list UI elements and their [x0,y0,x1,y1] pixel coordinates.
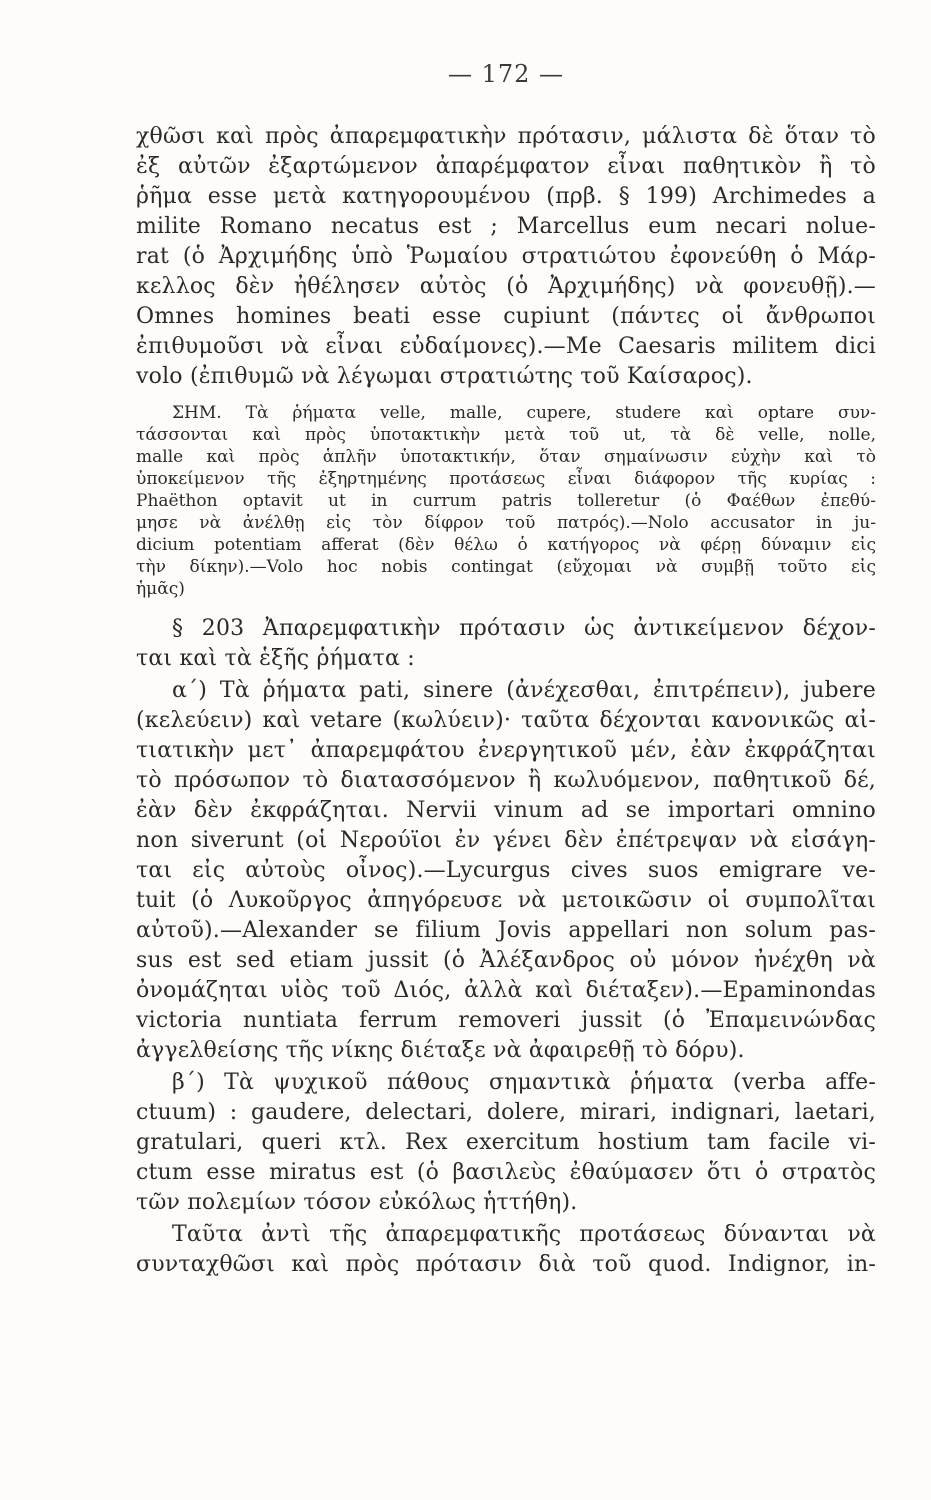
note-line: ΣΗΜ. Τὰ ῥήματα velle, malle, cupere, studere καὶ optare συν- [172,403,876,423]
text-line: ται καὶ τὰ ἑξῆς ῥήματα : [136,646,415,671]
text-line: κελλος δὲν ἠθέλησεν αὐτὸς (ὁ Ἀρχιμήδης) νὰ φονευθῇ).— [136,274,876,299]
note-line: τάσσονται καὶ πρὸς ὑποτακτικὴν μετὰ τοῦ ut, τὰ δὲ velle, nolle, [136,425,876,445]
text-line: ἐξ αὐτῶν ἐξαρτώμενον ἀπαρέμφατον εἶναι παθητικὸν ἢ τὸ [136,154,876,179]
text-line: ται εἰς αὐτοὺς οἶνος).—Lycurgus cives suos emigrare ve- [136,858,876,883]
note-line: dicium potentiam afferat (δὲν θέλω ὁ κατήγορος νὰ φέρῃ δύναμιν εἰς [136,535,876,555]
note-line: malle καὶ πρὸς ἁπλῆν ὑποτακτικήν, ὅταν σημαίνωσιν εὐχὴν καὶ τὸ [136,447,876,467]
text-line: ctuum) : gaudere, delectari, dolere, mirari, indignari, laetari, [136,1100,876,1125]
text-line: sus est sed etiam jussit (ὁ Ἀλέξανδρος οὐ μόνον ἠνέχθη νὰ [136,948,876,973]
top-paragraph [136,122,876,392]
subsection-beta [136,1068,876,1218]
text-line: victoria nuntiata ferrum removeri jussit (ὁ Ἐπαμεινώνδας [136,1008,876,1033]
text-line: α΄) Τὰ ῥήματα pati, sinere (ἀνέχεσθαι, ἐπιτρέπειν), jubere [172,678,876,703]
note-paragraph [136,402,876,600]
text-line: non siverunt (οἱ Νερούϊοι ἐν γένει δὲν ἐπέτρεψαν νὰ εἰσάγη- [136,828,876,853]
text-line: ὀνομάζηται υἱὸς τοῦ Διός, ἀλλὰ καὶ διέταξεν).—Epaminondas [136,978,876,1003]
text-line: gratulari, queri κτλ. Rex exercitum hostium tam facile vi- [136,1130,876,1155]
text-line: tuit (ὁ Λυκοῦργος ἀπηγόρευσε νὰ μετοικῶσιν οἱ συμπολῖται [136,888,876,913]
text-line: rat (ὁ Ἀρχιμήδης ὑπὸ Ῥωμαίου στρατιώτου ἐφονεύθη ὁ Μάρ- [136,244,876,269]
text-line: § 203 Ἀπαρεμφατικὴν πρότασιν ὡς ἀντικείμενον δέχον- [172,616,876,641]
text-line: συνταχθῶσι καὶ πρὸς πρότασιν διὰ τοῦ quod. Indignor, in- [136,1252,876,1277]
section-203-heading [136,614,876,674]
subsection-alpha [136,676,876,1066]
text-line: ῥῆμα esse μετὰ κατηγορουμένου (πρβ. § 199) Archimedes a [136,184,876,209]
text-line: Ταῦτα ἀντὶ τῆς ἀπαρεμφατικῆς προτάσεως δύνανται νὰ [172,1222,876,1247]
note-line: τὴν δίκην).—Volo hoc nobis contingat (εὔχομαι νὰ συμβῇ τοῦτο εἰς [136,557,876,577]
note-line: ὑποκείμενον τῆς ἐξηρτημένης προτάσεως εἶναι διάφορον τῆς κυρίας : [136,469,876,489]
text-line: τιατικὴν μετ᾽ ἀπαρεμφάτου ἐνεργητικοῦ μέν, ἐὰν ἐκφράζηται [136,738,876,763]
note-line: ἡμᾶς) [136,579,185,599]
text-line: τὸ πρόσωπον τὸ διατασσόμενον ἢ κωλυόμενον, παθητικοῦ δέ, [136,768,876,793]
text-line: αὐτοῦ).—Alexander se filium Jovis appellari non solum pas- [136,918,876,943]
book-page [136,60,876,1280]
text-line: β΄) Τὰ ψυχικοῦ πάθους σημαντικὰ ῥήματα (verba affe- [172,1070,876,1095]
note-line: μησε νὰ ἀνέλθῃ εἰς τὸν δίφρον τοῦ πατρός).—Nolo accusator in ju- [136,513,876,533]
text-line: ἐπιθυμοῦσι νὰ εἶναι εὐδαίμονες).—Me Caesaris militem dici [136,334,876,359]
text-line: Omnes homines beati esse cupiunt (πάντες οἱ ἄνθρωποι [136,304,876,329]
note-line: Phaëthon optavit ut in currum patris tolleretur (ὁ Φαέθων ἐπεθύ- [136,491,876,511]
text-line: τῶν πολεμίων τόσον εὐκόλως ἡττήθη). [136,1190,578,1215]
text-line: ἀγγελθείσης τῆς νίκης διέταξε νὰ ἀφαιρεθῇ τὸ δόρυ). [136,1038,745,1063]
text-line: ἐὰν δὲν ἐκφράζηται. Nervii vinum ad se importari omnino [136,798,876,823]
text-line: milite Romano necatus est ; Marcellus eum necari nolue- [136,214,876,239]
text-line: volo (ἐπιθυμῶ νὰ λέγωμαι στρατιώτης τοῦ Καίσαρος). [136,364,753,389]
closing-paragraph [136,1220,876,1280]
text-line: χθῶσι καὶ πρὸς ἀπαρεμφατικὴν πρότασιν, μάλιστα δὲ ὅταν τὸ [136,124,876,149]
text-line: ctum esse miratus est (ὁ βασιλεὺς ἐθαύμασεν ὅτι ὁ στρατὸς [136,1160,876,1185]
page-number: — 172 — [447,60,565,88]
text-line: (κελεύειν) καὶ vetare (κωλύειν)· ταῦτα δέχονται κανονικῶς αἰ- [136,708,876,733]
